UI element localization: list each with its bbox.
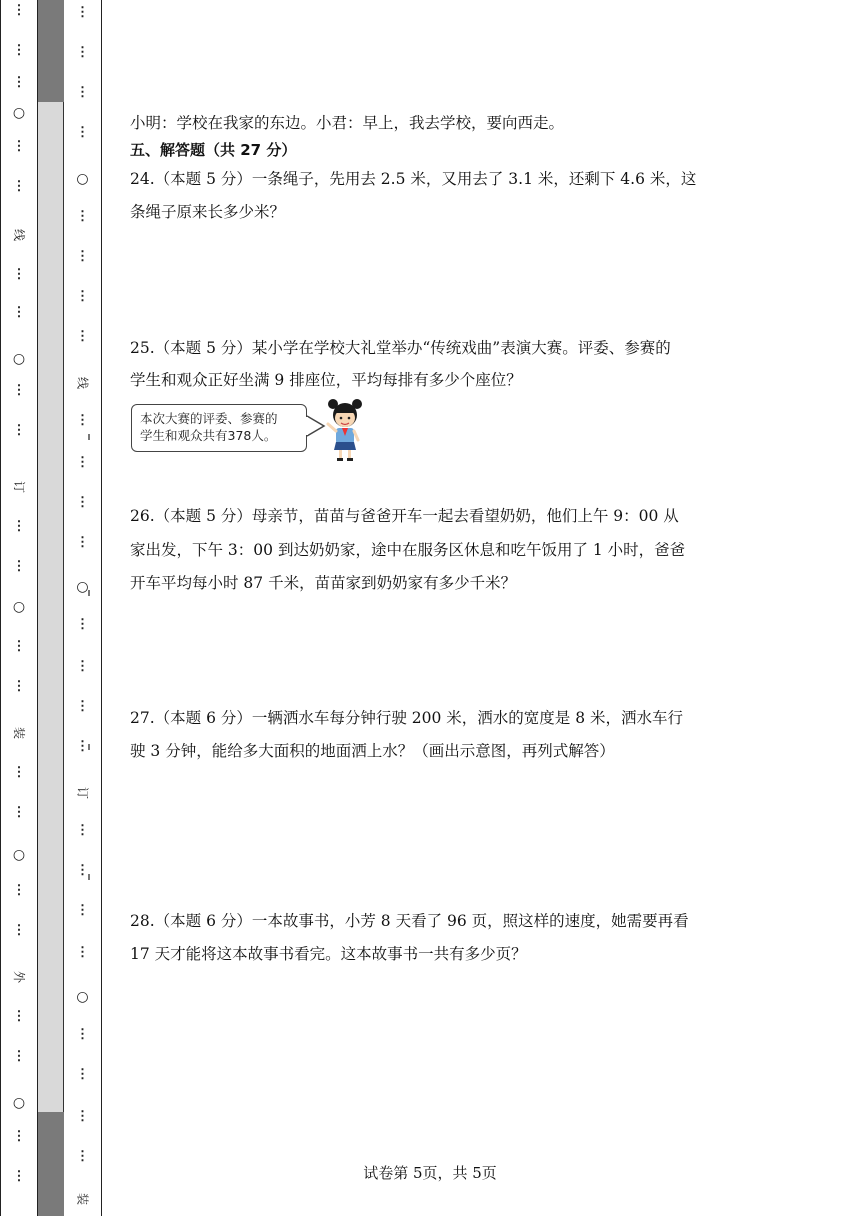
binding-inner-mark-dots: ⋮	[76, 823, 89, 838]
binding-outer-mark-dots: ⋮	[12, 639, 26, 654]
binding-outer-mark-dots: ⋮	[12, 3, 26, 18]
previous-question-tail: 小明：学校在我家的东边。小君：早上，我去学校，要向西走。	[130, 114, 565, 132]
q26-text-line3: 开车平均每小时 87 千米，苗苗家到奶奶家有多少千米？	[130, 574, 517, 592]
q27-text-line2: 驶 3 分钟，能给多大面积的地面洒上水？（画出示意图，再列式解答）	[130, 742, 615, 760]
binding-outer-mark-label: 线	[12, 228, 26, 241]
q27-text-line1: 27.（本题 6 分）一辆洒水车每分钟行驶 200 米，洒水的宽度是 8 米，洒水车行	[130, 709, 684, 727]
binding-inner-mark-label: 装	[75, 1192, 90, 1205]
binding-inner-mark-dots: ⋮	[76, 617, 89, 632]
binding-outer-mark-label: 订	[12, 480, 26, 493]
binding-inner-mark-dots: ⋮	[76, 5, 89, 20]
binding-inner-mark-dots: ⋮	[76, 1109, 89, 1124]
binding-inner-mark-dots: ⋮	[76, 209, 89, 224]
binding-inner-mark-dots: ⋮	[76, 125, 89, 140]
page-footer: 试卷第 5页，共 5页	[363, 1164, 497, 1182]
binding-inner-mark-dots: ⋮	[76, 1149, 89, 1164]
binding-inner-mark-dots: ⋮	[76, 699, 89, 714]
binding-cap-top	[38, 0, 64, 102]
q26-text-line1: 26.（本题 5 分）母亲节，苗苗与爸爸开车一起去看望奶奶，他们上午 9：00 从	[130, 507, 679, 525]
binding-inner-mark-dots: ⋮	[76, 659, 89, 674]
binding-outer-mark-dots: ⋮	[12, 43, 26, 58]
section-heading: 五、解答题（共 27 分）	[130, 141, 297, 159]
binding-outer-mark-circle: ○	[12, 847, 26, 863]
binding-inner-mark-dots: ⋮	[76, 903, 89, 918]
binding-outer-mark-dots: ⋮	[12, 1049, 26, 1064]
binding-inner-mark-dots: ⋮	[76, 945, 89, 960]
binding-outer-mark-dots: ⋮	[12, 1129, 26, 1144]
q25-text-line2: 学生和观众正好坐满 9 排座位，平均每排有多少个座位？	[130, 371, 522, 389]
binding-outer-mark-dots: ⋮	[12, 383, 26, 398]
binding-outer-mark-dots: ⋮	[12, 519, 26, 534]
binding-outer-mark-dots: ⋮	[12, 883, 26, 898]
binding-inner-mark-circle: ○	[76, 579, 89, 595]
binding-outer-mark-dots: ⋮	[12, 559, 26, 574]
binding-outer-mark-label: 装	[12, 726, 26, 739]
binding-inner-mark-dots: ⋮	[76, 863, 89, 878]
binding-outer-mark-dots: ⋮	[12, 923, 26, 938]
binding-inner-mark-dots: ⋮	[76, 249, 89, 264]
binding-inner-mark-label: 订	[75, 786, 90, 799]
binding-inner-mark-dots: ⋮	[76, 495, 89, 510]
binding-outer-mark-dots: ⋮	[12, 75, 26, 90]
q26-text-line2: 家出发，下午 3：00 到达奶奶家，途中在服务区休息和吃午饭用了 1 小时，爸爸	[130, 541, 686, 559]
binding-inner-mark-dots: ⋮	[76, 45, 89, 60]
q28-text-line2: 17 天才能将这本故事书看完。这本故事书一共有多少页？	[130, 945, 527, 963]
binding-margin-student-info	[38, 0, 64, 1216]
binding-inner-mark-dots: ⋮	[76, 329, 89, 344]
binding-outer-mark-dots: ⋮	[12, 805, 26, 820]
binding-margin-inner	[64, 0, 102, 1216]
binding-outer-mark-dots: ⋮	[12, 267, 26, 282]
speech-bubble	[131, 404, 307, 452]
binding-inner-mark-dots: ⋮	[76, 1027, 89, 1042]
q24-text-line1: 24.（本题 5 分）一条绳子，先用去 2.5 米，又用去了 3.1 米，还剩下 4.6 米，这	[130, 170, 697, 188]
binding-inner-mark-dots: ⋮	[76, 455, 89, 470]
binding-outer-mark-circle: ○	[12, 599, 26, 615]
binding-outer-mark-dots: ⋮	[12, 423, 26, 438]
binding-outer-mark-dots: ⋮	[12, 679, 26, 694]
binding-outer-mark-dots: ⋮	[12, 179, 26, 194]
binding-outer-mark-dots: ⋮	[12, 139, 26, 154]
q24-text-line2: 条绳子原来长多少米？	[130, 203, 286, 221]
speech-bubble-tail-icon	[306, 412, 326, 442]
binding-inner-mark-dots: ⋮	[76, 1067, 89, 1082]
binding-inner-mark-circle: ○	[76, 171, 89, 187]
binding-margin-outer	[0, 0, 38, 1216]
q25-text-line1: 25.（本题 5 分）某小学在学校大礼堂举办“传统戏曲”表演大赛。评委、参赛的	[130, 339, 671, 357]
binding-inner-mark-dots: ⋮	[76, 413, 89, 428]
binding-outer-mark-circle: ○	[12, 1095, 26, 1111]
girl-illustration-icon	[324, 398, 366, 462]
binding-inner-mark-dots: ⋮	[76, 85, 89, 100]
binding-outer-mark-dots: ⋮	[12, 1009, 26, 1024]
binding-outer-mark-dots: ⋮	[12, 305, 26, 320]
binding-inner-mark-dots: ⋮	[76, 535, 89, 550]
binding-outer-mark-circle: ○	[12, 351, 26, 367]
binding-outer-mark-dots: ⋮	[12, 1169, 26, 1184]
binding-outer-mark-label: 外	[12, 970, 26, 983]
binding-inner-mark-label: 线	[75, 376, 90, 389]
binding-outer-mark-dots: ⋮	[12, 765, 26, 780]
speech-bubble-line2: 学生和观众共有378人。	[140, 428, 277, 443]
binding-inner-mark-dots: ⋮	[76, 289, 89, 304]
q28-text-line1: 28.（本题 6 分）一本故事书，小芳 8 天看了 96 页，照这样的速度，她需要再看	[130, 912, 689, 930]
binding-inner-mark-circle: ○	[76, 989, 89, 1005]
speech-bubble-line1: 本次大赛的评委、参赛的	[140, 411, 278, 426]
binding-inner-mark-dots: ⋮	[76, 739, 89, 754]
binding-outer-mark-circle: ○	[12, 105, 26, 121]
